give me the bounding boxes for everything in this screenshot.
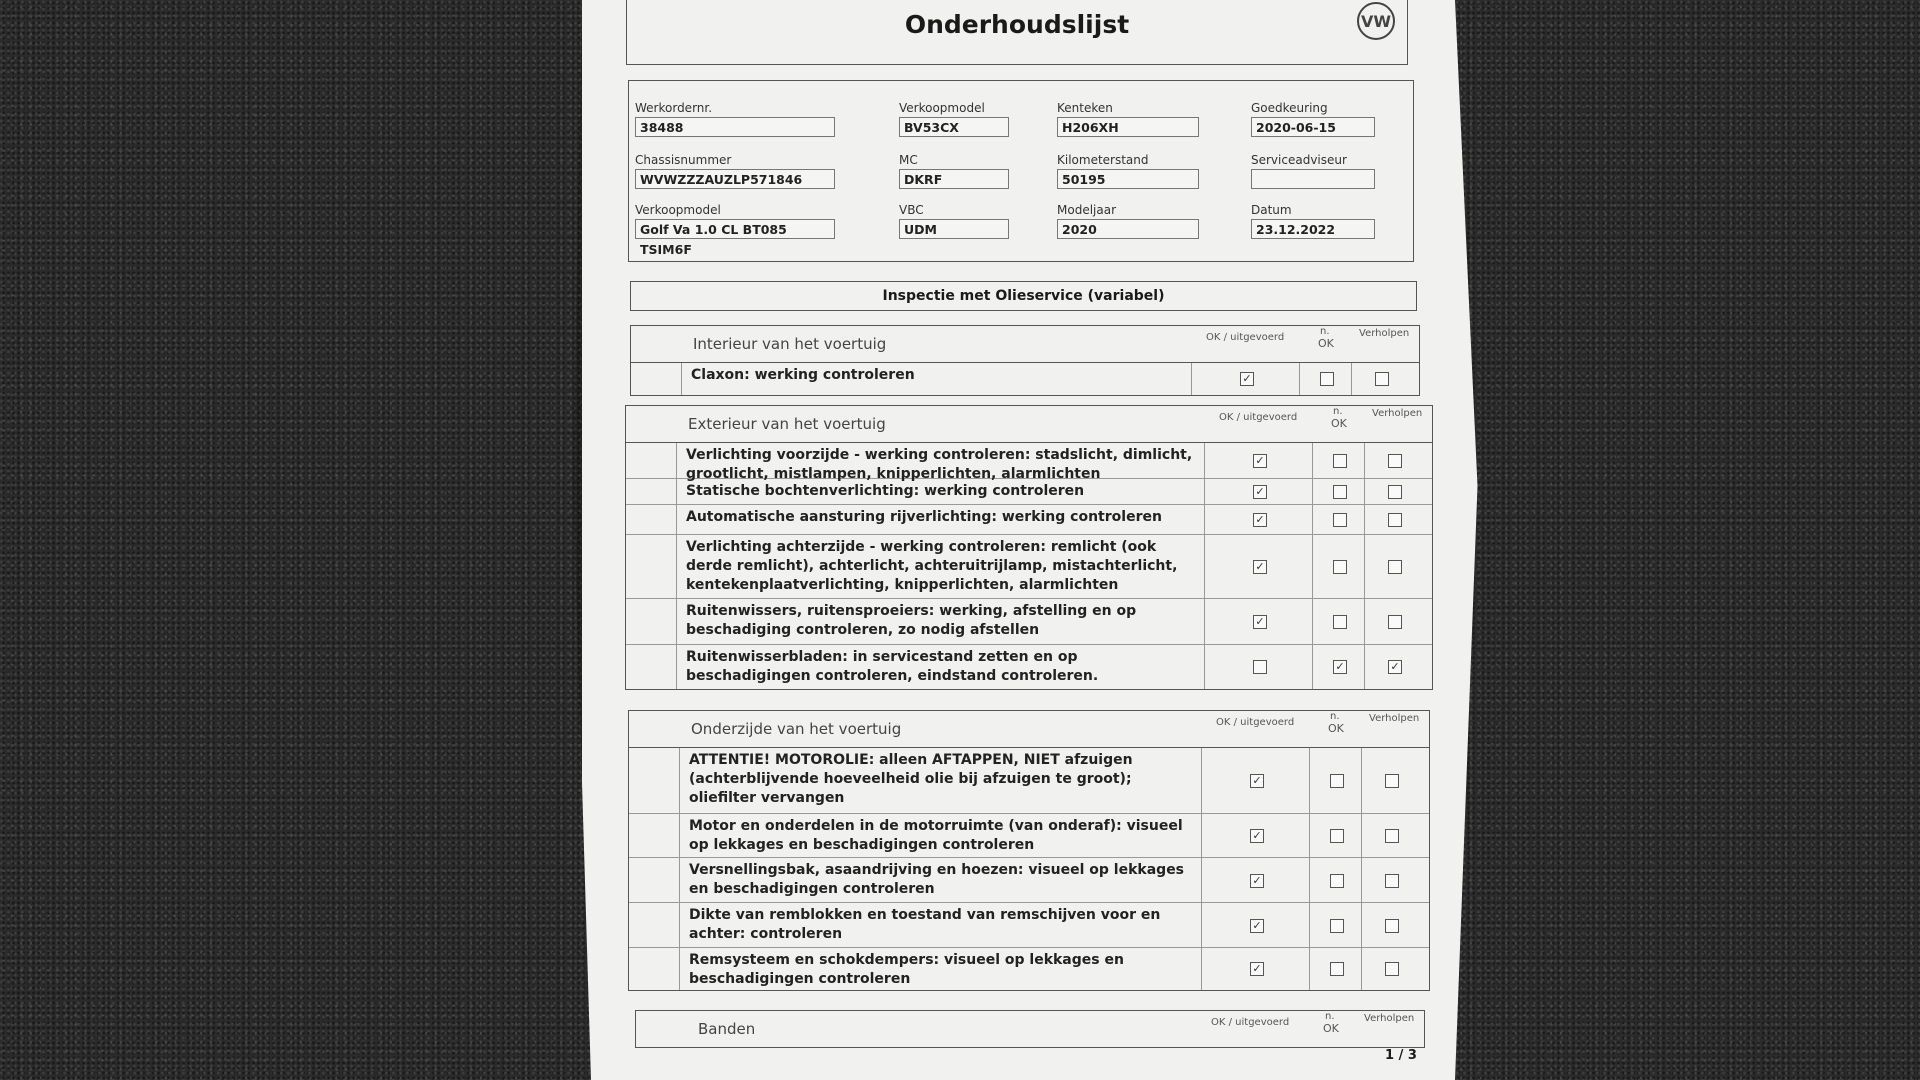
- checkbox-fixed[interactable]: [1385, 829, 1399, 843]
- column-nok-header-bottom: OK: [1323, 1022, 1339, 1035]
- row-text: Versnellingsbak, asaandrijving en hoezen: visueel op lekkages en beschadigingen controleren: [689, 862, 1185, 897]
- field-value: [1251, 169, 1375, 189]
- field-label: Chassisnummer: [635, 153, 732, 167]
- column-ok-header: OK / uitgevoerd: [1206, 332, 1285, 343]
- section-title: Onderzijde van het voertuig: [691, 720, 902, 738]
- checkbox-nok[interactable]: ✓: [1333, 660, 1347, 674]
- vw-logo-icon: VW: [1357, 2, 1395, 40]
- field-value: UDM: [899, 219, 1009, 239]
- checklist-row: [626, 599, 1432, 645]
- column-fixed-header: Verholpen: [1369, 713, 1420, 724]
- checkbox-ok[interactable]: ✓: [1250, 919, 1264, 933]
- field-value: DKRF: [899, 169, 1009, 189]
- checkbox-fixed[interactable]: [1388, 485, 1402, 499]
- checkbox-fixed[interactable]: [1385, 919, 1399, 933]
- section-title: Exterieur van het voertuig: [688, 415, 886, 433]
- field-label: Datum: [1251, 203, 1292, 217]
- checkbox-ok[interactable]: [1253, 660, 1267, 674]
- field-label: Kenteken: [1057, 101, 1113, 115]
- field-value: BV53CX: [899, 117, 1009, 137]
- checklist-row: [626, 645, 1432, 689]
- inspection-title: Inspectie met Olieservice (variabel): [630, 281, 1417, 311]
- checkbox-ok[interactable]: ✓: [1253, 513, 1267, 527]
- checklist-row: [626, 479, 1432, 505]
- checklist-row: [631, 363, 1419, 395]
- column-fixed-header: Verholpen: [1372, 408, 1423, 419]
- checkbox-ok[interactable]: ✓: [1253, 454, 1267, 468]
- section-header: [626, 406, 1432, 443]
- checklist-row: [626, 505, 1432, 535]
- title-box: [626, 0, 1408, 65]
- checkbox-ok[interactable]: ✓: [1253, 615, 1267, 629]
- checkbox-fixed[interactable]: ✓: [1388, 660, 1402, 674]
- field-value: WVWZZZAUZLP571846: [635, 169, 835, 189]
- checkbox-nok[interactable]: [1330, 919, 1344, 933]
- checkbox-fixed[interactable]: [1375, 372, 1389, 386]
- row-text: Claxon: werking controleren: [691, 367, 915, 383]
- checklist-row: [626, 443, 1432, 482]
- checkbox-nok[interactable]: [1330, 874, 1344, 888]
- row-text: Verlichting voorzijde - werking controleren: stadslicht, dimlicht, grootlicht, mistlampen, knipperlichten, alarmlichten: [686, 447, 1193, 482]
- section-title: Interieur van het voertuig: [693, 335, 887, 353]
- section-header: [631, 326, 1419, 363]
- checkbox-nok[interactable]: [1333, 513, 1347, 527]
- checkbox-fixed[interactable]: [1385, 962, 1399, 976]
- checklist-row: [629, 814, 1429, 858]
- field-label: Goedkeuring: [1251, 101, 1328, 115]
- page-title: Onderhoudslijst: [904, 10, 1130, 39]
- checklist-section: [628, 710, 1430, 991]
- field-value: 23.12.2022: [1251, 219, 1375, 239]
- checkbox-nok[interactable]: [1333, 485, 1347, 499]
- checkbox-nok[interactable]: [1333, 454, 1347, 468]
- checklist-section: [635, 1010, 1425, 1048]
- checkbox-ok[interactable]: ✓: [1240, 372, 1254, 386]
- column-fixed-header: Verholpen: [1359, 328, 1410, 339]
- section-header: [636, 1011, 1424, 1047]
- vehicle-info-box: [628, 80, 1414, 262]
- column-nok-header-top: n.: [1320, 326, 1330, 337]
- row-text: Automatische aansturing rijverlichting: werking controleren: [686, 509, 1162, 525]
- field-label: MC: [899, 153, 918, 167]
- checklist-row: [629, 903, 1429, 948]
- field-value: 50195: [1057, 169, 1199, 189]
- column-ok-header: OK / uitgevoerd: [1216, 717, 1295, 728]
- checkbox-nok[interactable]: [1333, 560, 1347, 574]
- checkbox-fixed[interactable]: [1388, 454, 1402, 468]
- checkbox-nok[interactable]: [1330, 774, 1344, 788]
- field-label: Verkoopmodel: [635, 203, 721, 217]
- checkbox-fixed[interactable]: [1388, 513, 1402, 527]
- row-text: Dikte van remblokken en toestand van remschijven voor en achter: controleren: [689, 907, 1161, 942]
- field-value: 38488: [635, 117, 835, 137]
- row-text: Ruitenwisserbladen: in servicestand zetten en op beschadigingen controleren, eindstand controleren.: [686, 649, 1099, 684]
- row-text: Motor en onderdelen in de motorruimte (van onderaf): visueel op lekkages en beschadigingen controleren: [689, 818, 1183, 853]
- field-label: Verkoopmodel: [899, 101, 985, 115]
- field-label: Modeljaar: [1057, 203, 1117, 217]
- checkbox-fixed[interactable]: [1388, 560, 1402, 574]
- field-label: Serviceadviseur: [1251, 153, 1347, 167]
- checkbox-ok[interactable]: ✓: [1253, 560, 1267, 574]
- checkbox-ok[interactable]: ✓: [1250, 962, 1264, 976]
- checklist-row: [629, 858, 1429, 903]
- row-text: ATTENTIE! MOTOROLIE: alleen AFTAPPEN, NIET afzuigen (achterblijvende hoeveelheid olie bij afzuigen te groot); oliefilter vervangen: [689, 752, 1133, 806]
- checklist-row: [629, 748, 1429, 814]
- row-text: Statische bochtenverlichting: werking controleren: [686, 483, 1085, 499]
- checkbox-fixed[interactable]: [1385, 774, 1399, 788]
- column-nok-header-top: n.: [1333, 406, 1343, 417]
- checkbox-nok[interactable]: [1330, 962, 1344, 976]
- column-nok-header-bottom: OK: [1331, 417, 1347, 430]
- section-header: [629, 711, 1429, 748]
- row-text: Remsysteem en schokdempers: visueel op lekkages en beschadigingen controleren: [689, 952, 1124, 987]
- column-nok-header-bottom: OK: [1328, 722, 1344, 735]
- field-value: 2020: [1057, 219, 1199, 239]
- field-value: 2020-06-15: [1251, 117, 1375, 137]
- row-text: Verlichting achterzijde - werking controleren: remlicht (ook derde remlicht), achterlicht, achteruitrijlamp, mistachterlicht, kentekenplaatverlichting, knipperlichten, alarmlichten: [686, 539, 1178, 593]
- checkbox-ok[interactable]: ✓: [1253, 485, 1267, 499]
- field-label: Werkordernr.: [635, 101, 713, 115]
- checkbox-nok[interactable]: [1330, 829, 1344, 843]
- checkbox-nok[interactable]: [1320, 372, 1334, 386]
- column-nok-header-bottom: OK: [1318, 337, 1334, 350]
- checklist-row: [626, 535, 1432, 599]
- checklist-section: [630, 325, 1420, 396]
- column-ok-header: OK / uitgevoerd: [1211, 1017, 1290, 1028]
- column-fixed-header: Verholpen: [1364, 1013, 1415, 1024]
- checklist-section: [625, 405, 1433, 690]
- page-number: 1 / 3: [1385, 1048, 1417, 1063]
- section-title: Banden: [698, 1020, 756, 1038]
- checkbox-ok[interactable]: ✓: [1250, 829, 1264, 843]
- column-nok-header-top: n.: [1330, 711, 1340, 722]
- field-value: H206XH: [1057, 117, 1199, 137]
- column-ok-header: OK / uitgevoerd: [1219, 412, 1298, 423]
- checkbox-fixed[interactable]: [1388, 615, 1402, 629]
- checkbox-ok[interactable]: ✓: [1250, 774, 1264, 788]
- checkbox-fixed[interactable]: [1385, 874, 1399, 888]
- column-nok-header-top: n.: [1325, 1011, 1335, 1022]
- checkbox-ok[interactable]: ✓: [1250, 874, 1264, 888]
- row-text: Ruitenwissers, ruitensproeiers: werking, afstelling en op beschadiging controleren, zo nodig afstellen: [686, 603, 1137, 638]
- field-label: Kilometerstand: [1057, 153, 1149, 167]
- checkbox-nok[interactable]: [1333, 615, 1347, 629]
- field-label: VBC: [899, 203, 924, 217]
- checklist-row: [629, 948, 1429, 990]
- field-value: Golf Va 1.0 CL BT085 TSIM6F: [635, 219, 835, 239]
